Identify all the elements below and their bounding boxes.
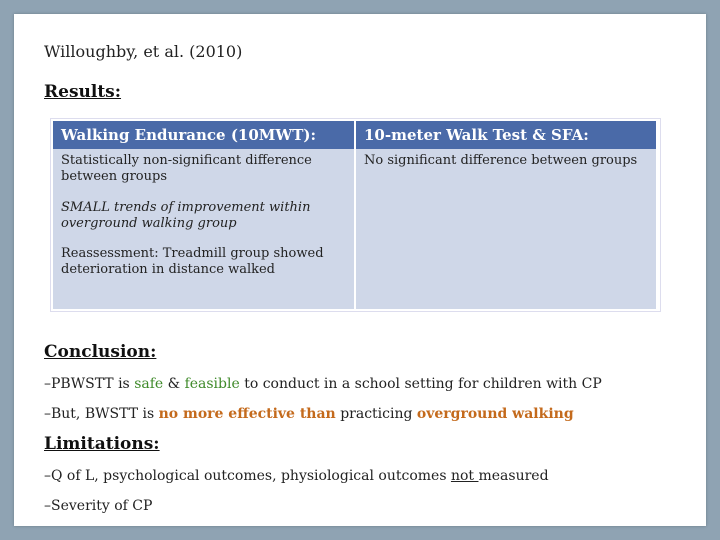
- text: –Q of L, psychological outcomes, physiological outcomes: [44, 468, 451, 484]
- table-row: [53, 149, 657, 309]
- table-cell-walking-endurance: [53, 149, 355, 309]
- text: measured: [478, 468, 549, 484]
- results-table-box: [50, 118, 661, 312]
- table-header-cell: 10-meter Walk Test & SFA:: [355, 121, 657, 149]
- text: practicing: [335, 406, 417, 422]
- table-header-cell: Walking Endurance (10MWT):: [53, 121, 355, 149]
- table-cell-walk-test: [355, 149, 657, 309]
- finding-text: No significant difference between groups: [364, 153, 638, 168]
- text: to conduct in a school setting for children with CP: [239, 376, 602, 392]
- highlight-text: safe: [134, 376, 164, 392]
- text: –But, BWSTT is: [44, 406, 159, 422]
- limitations-heading: Limitations:: [44, 434, 160, 454]
- conclusion-line: [44, 376, 602, 392]
- highlight-text: overground walking: [416, 406, 574, 422]
- highlight-text: feasible: [184, 376, 240, 392]
- citation: Willoughby, et al. (2010): [44, 42, 243, 61]
- text: –PBWSTT is: [44, 376, 135, 392]
- conclusion-line: [44, 406, 574, 422]
- conclusion-heading: Conclusion:: [44, 342, 157, 362]
- finding-text: SMALL trends of improvement within overground walking group: [61, 199, 311, 231]
- limitation-line: –Severity of CP: [44, 498, 153, 514]
- underlined-text: not: [450, 468, 479, 484]
- highlight-text: no more effective than: [158, 406, 336, 422]
- results-table: [53, 121, 658, 309]
- table-header-row: [53, 121, 657, 149]
- limitation-line: [44, 468, 549, 484]
- finding-text: Statistically non-significant difference between groups: [61, 153, 312, 185]
- slide: [14, 14, 706, 526]
- results-heading: Results:: [44, 82, 122, 102]
- text: &: [163, 376, 185, 392]
- finding-text: Reassessment: Treadmill group showed deterioration in distance walked: [61, 246, 324, 278]
